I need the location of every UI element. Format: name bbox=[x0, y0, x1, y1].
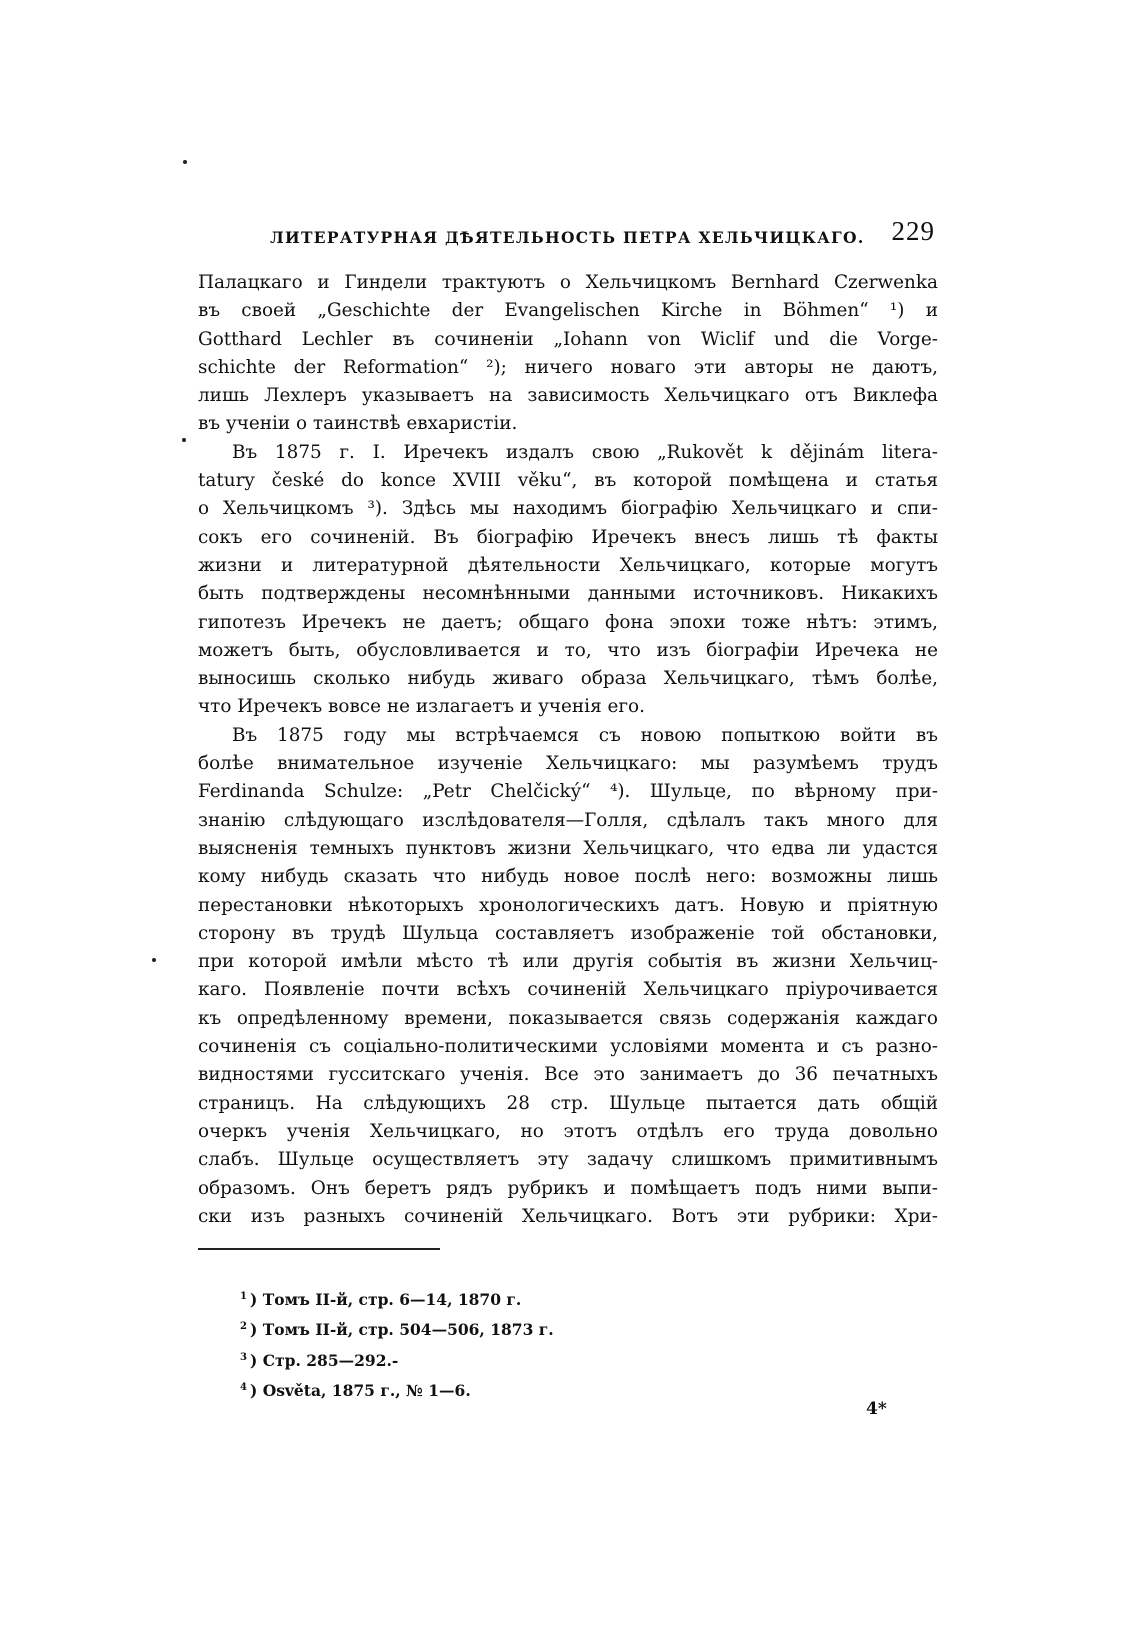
footnotes bbox=[240, 1283, 554, 1405]
text-line: страницъ. На слѣдующихъ 28 стр. Шульце пытается дать общій bbox=[198, 1092, 938, 1114]
footnote-divider bbox=[198, 1248, 440, 1250]
text-line: Gotthard Lechler въ сочиненіи „Iohann von Wiclif und die Vorge- bbox=[198, 328, 938, 350]
text-line: schichte der Reformation“ ²); ничего новаго эти авторы не даютъ, bbox=[198, 356, 938, 378]
footnote bbox=[240, 1344, 554, 1374]
text-line: Ferdinanda Schulze: „Petr Chelčický“ ⁴). Шульце, по вѣрному при- bbox=[198, 781, 938, 803]
text-line: въ своей „Geschichte der Evangelischen Kirche in Böhmen“ ¹) и bbox=[198, 300, 938, 322]
body-text bbox=[198, 269, 938, 1231]
text-line: лишь Лехлеръ указываетъ на зависимость Хельчицкаго отъ Виклефа bbox=[198, 385, 938, 407]
text-line: tatury české do konce XVIII věku“, въ которой помѣщена и статья bbox=[198, 470, 938, 492]
footnote-text: ) Стр. 285—292.- bbox=[249, 1350, 399, 1370]
text-line: сокъ его сочиненій. Въ біографію Иречекъ внесъ лишь тѣ факты bbox=[198, 526, 938, 548]
stray-mark bbox=[183, 160, 187, 164]
text-line: перестановки нѣкоторыхъ хронологическихъ датъ. Новую и пріятную bbox=[198, 894, 938, 916]
footnote-mark: 1 bbox=[240, 1291, 247, 1302]
footnote bbox=[240, 1374, 554, 1404]
footnote bbox=[240, 1283, 554, 1313]
footnote bbox=[240, 1313, 554, 1343]
text-line: гипотезъ Иречекъ не даетъ; общаго фона эпохи тоже нѣтъ: этимъ, bbox=[198, 611, 938, 633]
text-line: выясненія темныхъ пунктовъ жизни Хельчицкаго, что едва ли удастся bbox=[198, 837, 938, 859]
running-title: ЛИТЕРАТУРНАЯ ДѢЯТЕЛЬНОСТЬ ПЕТРА ХЕЛЬЧИЦКАГО. bbox=[270, 228, 865, 247]
footnote-mark: 2 bbox=[240, 1321, 247, 1333]
page-number: 229 bbox=[891, 216, 935, 246]
text-line: при которой имѣли мѣсто тѣ или другія событія въ жизни Хельчиц- bbox=[198, 951, 938, 973]
text-line: образомъ. Онъ беретъ рядъ рубрикъ и помѣщаетъ подъ ними выпи- bbox=[198, 1177, 938, 1199]
footnote-text: ) Томъ II-й, стр. 504—506, 1873 г. bbox=[249, 1320, 554, 1340]
text-line: можетъ быть, обусловливается и то, что изъ біографіи Иречека не bbox=[198, 639, 938, 661]
text-line: сочиненія съ соціально-политическими условіями момента и съ разно- bbox=[198, 1036, 938, 1058]
text-line: ски изъ разныхъ сочиненій Хельчицкаго. Вотъ эти рубрики: Хри- bbox=[198, 1205, 938, 1227]
text-line: кому нибудь сказать что нибудь новое послѣ него: возможны лишь bbox=[198, 866, 938, 888]
text-line: что Иречекъ вовсе не излагаетъ и ученія его. bbox=[198, 696, 645, 718]
text-line: жизни и литературной дѣятельности Хельчицкаго, которые могутъ bbox=[198, 554, 938, 576]
text-line: Въ 1875 г. I. Иречекъ издалъ свою „Rukovět k dějinám litera- bbox=[232, 441, 938, 463]
running-header bbox=[270, 216, 935, 256]
stray-mark bbox=[152, 958, 156, 962]
text-line: каго. Появленіе почти всѣхъ сочиненій Хельчицкаго пріурочивается bbox=[198, 979, 938, 1001]
text-line: Въ 1875 году мы встрѣчаемся съ новою попыткою войти въ bbox=[232, 724, 938, 746]
footnote-mark: 3 bbox=[240, 1351, 247, 1363]
text-line: очеркъ ученія Хельчицкаго, но этотъ отдѣлъ его труда довольно bbox=[198, 1120, 938, 1142]
text-line: сторону въ трудѣ Шульца составляетъ изображеніе той обстановки, bbox=[198, 922, 938, 944]
text-line: о Хельчицкомъ ³). Здѣсь мы находимъ біографію Хельчицкаго и спи- bbox=[198, 498, 938, 520]
text-line: къ опредѣленному времени, показывается связь содержанія каждаго bbox=[198, 1007, 938, 1029]
text-line: въ ученіи о таинствѣ евхаристіи. bbox=[198, 413, 518, 435]
text-line: выносишь сколько нибудь живаго образа Хельчицкаго, тѣмъ болѣе, bbox=[198, 668, 938, 690]
text-line: Палацкаго и Гиндели трактуютъ о Хельчицкомъ Bernhard Czerwenka bbox=[198, 272, 938, 293]
text-line: знанію слѣдующаго изслѣдователя—Голля, сдѣлалъ такъ много для bbox=[198, 809, 938, 831]
text-line: быть подтверждены несомнѣнными данными источниковъ. Никакихъ bbox=[198, 583, 938, 605]
text-line: болѣе внимательное изученіе Хельчицкаго: мы разумѣемъ трудъ bbox=[198, 753, 938, 775]
footnote-mark: 4 bbox=[240, 1382, 247, 1394]
footnote-text: ) Томъ II-й, стр. 6—14, 1870 г. bbox=[249, 1290, 522, 1309]
signature-mark: 4* bbox=[866, 1399, 887, 1419]
footnote-text: ) Osvěta, 1875 г., № 1—6. bbox=[249, 1381, 471, 1401]
text-line: видностями гусситскаго ученія. Все это занимаетъ до 36 печатныхъ bbox=[198, 1064, 938, 1086]
text-line: слабъ. Шульце осуществляетъ эту задачу слишкомъ примитивнымъ bbox=[198, 1149, 938, 1171]
stray-mark bbox=[182, 438, 186, 442]
